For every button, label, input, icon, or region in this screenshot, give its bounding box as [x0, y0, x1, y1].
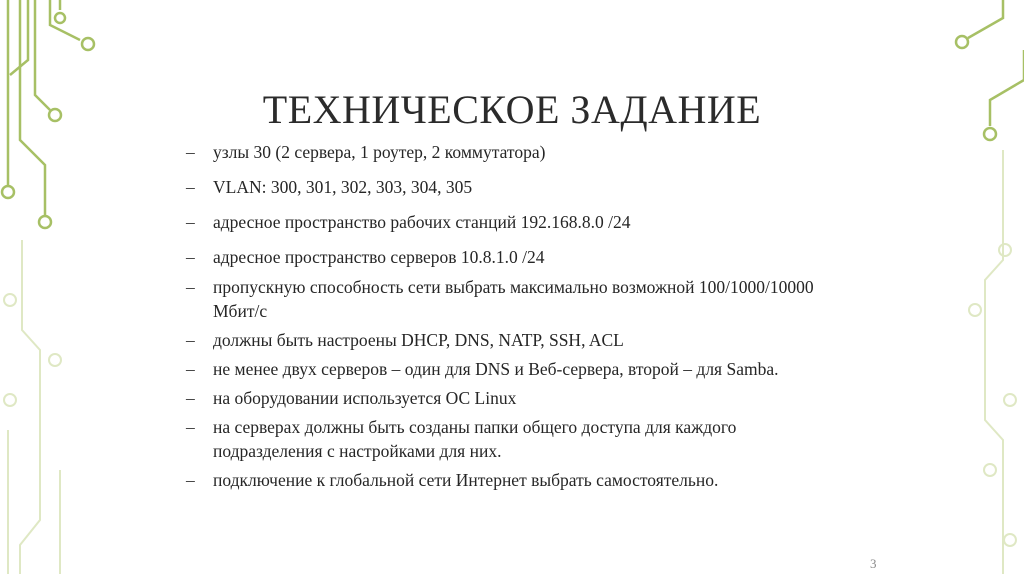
- list-item: [186, 357, 846, 381]
- list-item: [186, 415, 846, 463]
- list-item-text: узлы 30 (2 сервера, 1 роутер, 2 коммутатора): [213, 142, 546, 162]
- bullet-dash: –: [186, 359, 195, 379]
- list-item-text: подключение к глобальной сети Интернет выбрать самостоятельно.: [213, 470, 719, 490]
- list-item: [186, 175, 846, 199]
- list-item-text: адресное пространство серверов 10.8.1.0 /24: [213, 247, 545, 267]
- list-item-text: должны быть настроены DHCP, DNS, NATP, SSH, ACL: [213, 330, 624, 350]
- bullet-dash: –: [186, 277, 195, 297]
- bullet-dash: –: [186, 247, 195, 267]
- list-item: [186, 275, 846, 323]
- list-item: [186, 210, 846, 234]
- list-item: [186, 468, 846, 492]
- slide-title: ТЕХНИЧЕСКОЕ ЗАДАНИЕ: [262, 87, 762, 132]
- bullet-dash: –: [186, 330, 195, 350]
- bullet-dash: –: [186, 212, 195, 232]
- list-item-text: на оборудовании используется ОС Linux: [213, 388, 517, 408]
- bullet-dash: –: [186, 470, 195, 490]
- list-item-text: не менее двух серверов – один для DNS и Веб-сервера, второй – для Samba.: [213, 359, 779, 379]
- bullet-dash: –: [186, 388, 195, 408]
- list-item: [186, 140, 846, 164]
- list-item-text: адресное пространство рабочих станций 192.168.8.0 /24: [213, 212, 631, 232]
- list-item: [186, 328, 846, 352]
- requirements-list: [186, 140, 846, 492]
- bullet-dash: –: [186, 142, 195, 162]
- list-item: [186, 386, 846, 410]
- page-number: 3: [870, 556, 877, 571]
- list-item-text: VLAN: 300, 301, 302, 303, 304, 305: [213, 177, 473, 197]
- list-item-text: пропускную способность сети выбрать максимально возможной 100/1000/10000 Мбит/с: [213, 277, 814, 321]
- list-item-text: на серверах должны быть созданы папки общего доступа для каждого подразделения с настройками для них.: [213, 417, 737, 461]
- bullet-dash: –: [186, 417, 195, 437]
- bullet-dash: –: [186, 177, 195, 197]
- list-item: [186, 245, 846, 269]
